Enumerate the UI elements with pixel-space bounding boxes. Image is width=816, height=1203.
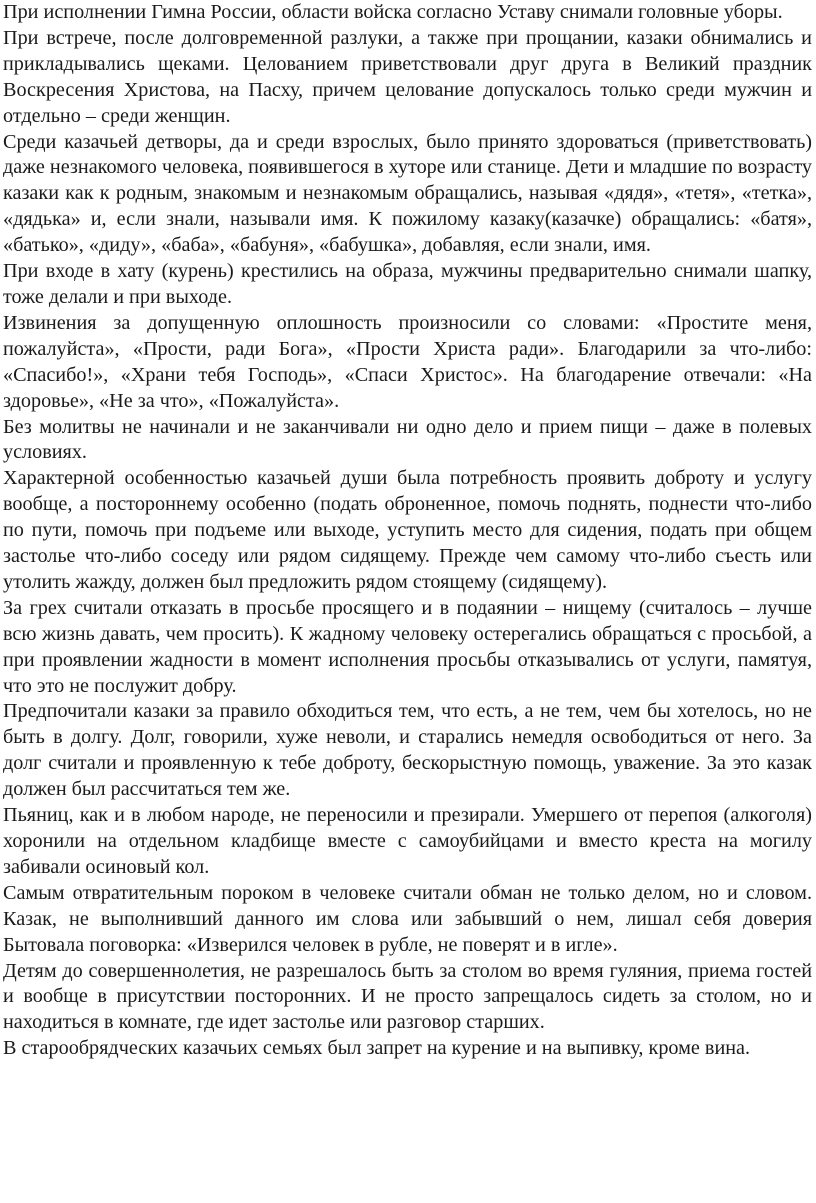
paragraph-children-at-table: Детям до совершеннолетия, не разрешалось быть за столом во время гуляния, приема гостей и вообще в присутствии посторонних. И не просто запрещалось сидеть за столом, но и находиться в комнате, где идет застолье или разговор старших. <box>3 959 812 1034</box>
paragraph-deception: Самым отвратительным пороком в человеке считали обман не только делом, но и словом. Казак, не выполнивший данного им слова или забывший о нем, лишал себя доверия Бытовала поговорка: «Изверился человек в рубле, не поверят и в игле». <box>3 881 812 956</box>
paragraph-addressing-people: Среди казачьей детворы, да и среди взрослых, было принято здороваться (приветствовать) даже незнакомого человека, появившегося в хуторе или станице. Дети и младшие по возрасту казаки как к родным, знакомым и незнакомым обращались, называя «дядя», «тетя», «тетка», «дядька» и, если знали, называли имя. К пожилому казаку(казачке) обращались: «батя», «батько», «диду», «баба», «бабуня», «бабушка», добавляя, если знали, имя. <box>3 130 812 257</box>
paragraph-refusal-sin: За грех считали отказать в просьбе просящего и в подаянии – нищему (считалось – лучше всю жизнь давать, чем просить). К жадному человеку остерегались обращаться с просьбой, а при проявлении жадности в момент исполнения просьбы отказывались от услуги, памятуя, что это не послужит добру. <box>3 596 812 697</box>
paragraph-entering-house: При входе в хату (курень) крестились на образа, мужчины предварительно снимали шапку, тоже делали и при выходе. <box>3 260 812 308</box>
paragraph-prayer: Без молитвы не начинали и не заканчивали ни одно дело и прием пищи – даже в полевых условиях. <box>3 415 812 464</box>
paragraph-drunkards: Пьяниц, как и в любом народе, не переносили и презирали. Умершего от перепоя (алкоголя) хоронили на отдельном кладбище вместе с самоубийцами и вместо креста на могилу забивали осиновый кол. <box>3 804 812 878</box>
paragraph-apologies-thanks: Извинения за допущенную оплошность произносили со словами: «Простите меня, пожалуйста», «Прости, ради Бога», «Прости Христа ради». Благодарили за что-либо: «Спасибо!», «Храни тебя Господь», «Спаси Христос». На благодарение отвечали: «На здоровье», «Не за что», «Пожалуйста». <box>3 311 812 412</box>
paragraph-kindness: Характерной особенностью казачьей души была потребность проявить доброту и услугу вообще, а постороннему особенно (подать оброненное, помочь поднять, поднести что-либо по пути, помочь при подъеме или выходе, уступить место для сидения, подать при общем застолье что-либо соседу или рядом сидящему. Прежде чем самому что-либо съесть или утолить жажду, должен был предложить рядом стоящему (сидящему). <box>3 467 812 593</box>
paragraph-old-believers: В старообрядческих казачьих семьях был запрет на курение и на выпивку, кроме вина. <box>3 1037 751 1060</box>
paragraph-debt: Предпочитали казаки за правило обходиться тем, что есть, а не тем, чем бы хотелось, но не быть в долгу. Долг, говорили, хуже неволи, и старались немедля освободиться от него. За долг считали и проявленную к тебе доброту, бескорыстную помощь, уважение. За это казак должен был рассчитаться тем же. <box>3 700 812 801</box>
paragraph-greeting-farewell: При встрече, после долговременной разлуки, а также при прощании, казаки обнимались и прикладывались щеками. Целованием приветствовали друг друга в Великий праздник Воскресения Христова, на Пасху, причем целование допускалось только среди мужчин и отдельно – среди женщин. <box>3 26 812 127</box>
paragraph-hymn-headwear: При исполнении Гимна России, области войска согласно Уставу снимали головные уборы. <box>3 1 783 23</box>
